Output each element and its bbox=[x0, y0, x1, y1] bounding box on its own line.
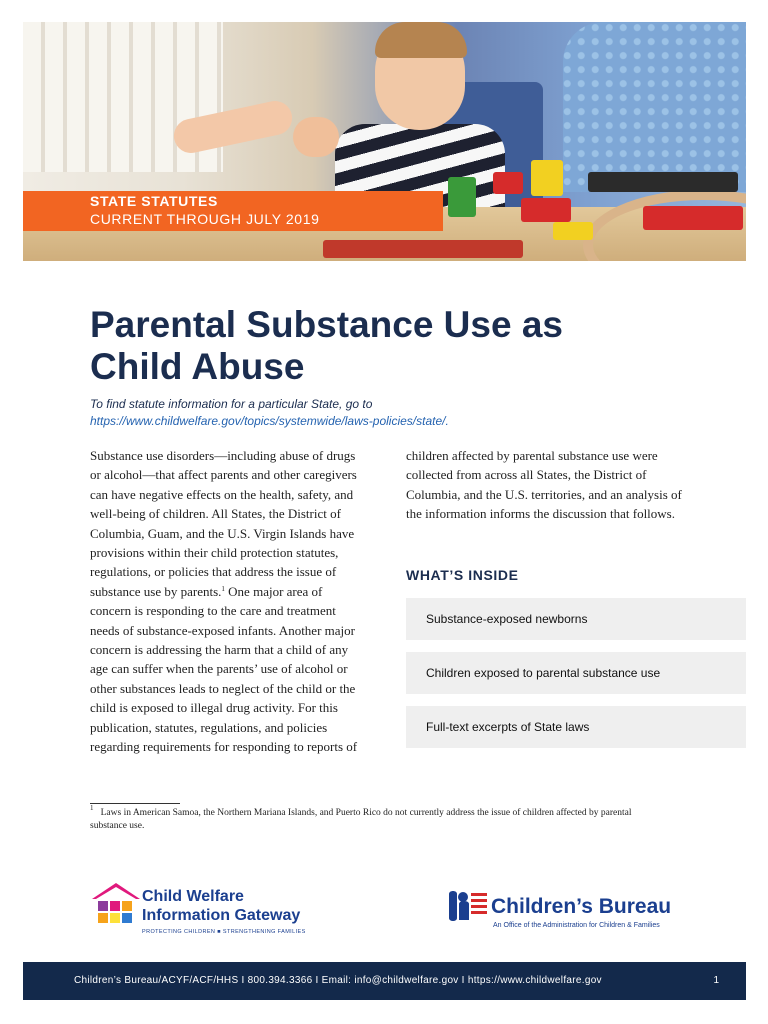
cwig-tagline: PROTECTING CHILDREN ■ STRENGTHENING FAMILIES bbox=[142, 929, 306, 935]
toy-train bbox=[643, 206, 743, 230]
cwig-name-line-1: Child Welfare bbox=[142, 888, 244, 905]
page-title bbox=[90, 304, 690, 388]
childrens-bureau-name: Children’s Bureau bbox=[491, 895, 672, 918]
intro-text: To find statute information for a particular State, go to bbox=[90, 397, 373, 411]
footer-bar bbox=[23, 962, 746, 1000]
childrens-bureau-logo[interactable] bbox=[445, 888, 695, 938]
title-line-1: Parental Substance Use as bbox=[90, 304, 563, 345]
toy-block bbox=[448, 177, 476, 217]
state-statutes-link[interactable]: https://www.childwelfare.gov/topics/systemwide/laws-policies/state/. bbox=[90, 414, 449, 428]
house-icon bbox=[90, 881, 142, 933]
footnote-number: 1 bbox=[90, 804, 94, 812]
footnote-text: Laws in American Samoa, the Northern Mariana Islands, and Puerto Rico do not currently address the issue of children affected by parental substance use. bbox=[90, 808, 632, 831]
toy-block bbox=[553, 222, 593, 240]
footnote bbox=[90, 804, 670, 833]
child-welfare-gateway-logo[interactable] bbox=[90, 881, 330, 941]
footnote-divider bbox=[90, 803, 180, 804]
page-number: 1 bbox=[713, 975, 719, 986]
statutes-banner bbox=[23, 191, 443, 231]
fist-bump bbox=[293, 117, 339, 157]
whats-inside-heading: WHAT’S INSIDE bbox=[406, 567, 519, 583]
body-column-right: children affected by parental substance use were collected from across all States, the District of Columbia, and the U.S. territories, and an analysis of the information informs the discussion that follows. bbox=[406, 448, 682, 522]
banner-date: CURRENT THROUGH JULY 2019 bbox=[90, 211, 320, 227]
intro-note bbox=[90, 396, 449, 430]
childrens-bureau-icon bbox=[445, 888, 489, 924]
toy-block bbox=[531, 160, 563, 196]
footnote-ref[interactable]: 1 bbox=[221, 584, 225, 593]
banner-label: STATE STATUTES bbox=[90, 193, 218, 209]
child-hair bbox=[375, 22, 467, 58]
whats-inside-item[interactable]: Full-text excerpts of State laws bbox=[406, 706, 746, 748]
body-text: One major area of concern is responding to the care and treatment needs of substance-exposed infants. Another major concern is addressing the harm that a child of any age can suffer when the parents’ use of alcohol or other substances leads to neglect of the child or the child is exposed to illegal drug activity. For this publication, statutes, regulations, and policies regarding requirements for responding to reports of bbox=[90, 583, 358, 755]
toy-train bbox=[323, 240, 523, 258]
footer-contact[interactable]: Children’s Bureau/ACYF/ACF/HHS I 800.394.3366 I Email: info@childwelfare.gov I https://www.childwelfare.gov bbox=[74, 975, 602, 986]
cwig-name-line-2: Information Gateway bbox=[142, 907, 301, 924]
body-text: Substance use disorders—including abuse of drugs or alcohol—that affect parents and other caregivers can have negative effects on the health, safety, and well-being of children. All States, the District of Columbia, Guam, and the U.S. Virgin Islands have provisions within their child protection statutes, regulations, or policies that address the issue of substance use by parents. bbox=[90, 448, 357, 599]
adult-figure bbox=[563, 22, 746, 192]
toy-block bbox=[493, 172, 523, 194]
childrens-bureau-tagline: An Office of the Administration for Children & Families bbox=[493, 922, 660, 929]
whats-inside-item[interactable]: Substance-exposed newborns bbox=[406, 598, 746, 640]
whats-inside-item[interactable]: Children exposed to parental substance use bbox=[406, 652, 746, 694]
toy-block bbox=[521, 198, 571, 222]
title-line-2: Child Abuse bbox=[90, 346, 305, 387]
toy-train bbox=[588, 172, 738, 192]
body-column-left bbox=[90, 446, 365, 757]
